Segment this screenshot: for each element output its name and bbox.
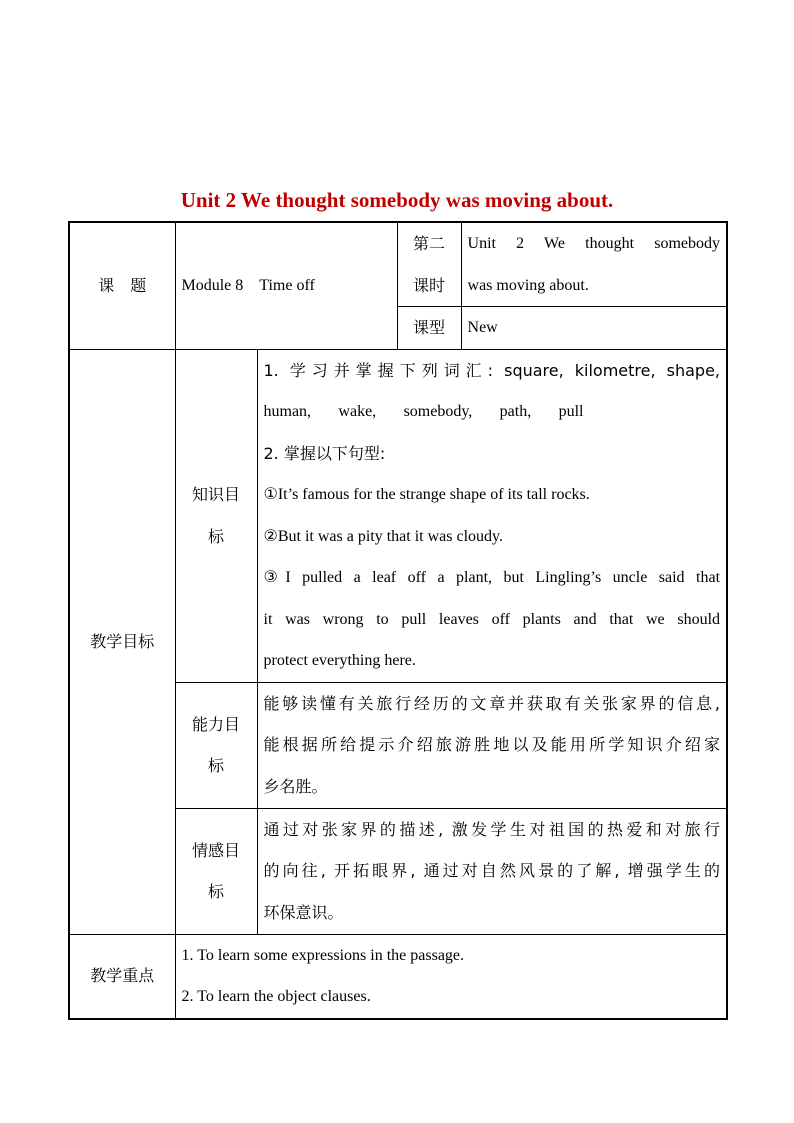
- knowledge-line: ②But it was a pity that it was cloudy.: [263, 527, 503, 545]
- emotion-line: 的向往, 开拓眼界, 通过对自然风景的了解, 增强学生的: [263, 861, 721, 881]
- knowledge-line: ③I pulled a leaf off a plant, but Lingling’s uncle said that: [263, 569, 721, 586]
- knowledge-line: ①It’s famous for the strange shape of its tall rocks.: [263, 486, 590, 503]
- ability-line: 乡名胜。: [263, 776, 328, 796]
- topic-label: 课 题: [69, 222, 175, 349]
- type-value: New: [461, 307, 727, 350]
- knowledge-content: [257, 349, 727, 682]
- key-point-line: 2. To learn the object clauses.: [181, 988, 371, 1005]
- unit-title-line-2: was moving about.: [467, 276, 589, 294]
- knowledge-line: 2. 掌握以下句型:: [263, 443, 386, 463]
- ability-label: 能力目 标: [175, 682, 257, 808]
- knowledge-row: [69, 349, 727, 682]
- key-points-label: 教学重点: [69, 934, 175, 1019]
- unit-title-line-1: Unit 2 We thought somebody: [467, 235, 721, 252]
- knowledge-line: 1. 学习并掌握下列词汇: square, kilometre, shape,: [263, 360, 721, 380]
- knowledge-line: protect everything here.: [263, 652, 416, 669]
- objectives-label: 教学目标: [69, 349, 175, 934]
- header-row: [69, 222, 727, 307]
- unit-title-cell: [461, 222, 727, 307]
- key-points-row: [69, 934, 727, 1019]
- emotion-line: 通过对张家界的描述, 激发学生对祖国的热爱和对旅行: [263, 819, 721, 839]
- ability-line: 能够读懂有关旅行经历的文章并获取有关张家界的信息,: [263, 693, 721, 713]
- emotion-line: 环保意识。: [263, 902, 344, 922]
- document-title: Unit 2 We thought somebody was moving about.: [180, 188, 614, 212]
- ability-content: [257, 682, 727, 808]
- key-points-content: [175, 934, 727, 1019]
- ability-line: 能根据所给提示介绍旅游胜地以及能用所学知识介绍家: [263, 735, 721, 755]
- knowledge-label: 知识目 标: [175, 349, 257, 682]
- key-point-line: 1. To learn some expressions in the passage.: [181, 946, 465, 964]
- module-name: Module 8 Time off: [175, 222, 397, 349]
- type-label: 课型: [397, 307, 461, 350]
- emotion-label: 情感目 标: [175, 808, 257, 934]
- lesson-plan-table: [68, 221, 728, 1020]
- period-label: 第二 课时: [397, 222, 461, 307]
- knowledge-line: human, wake, somebody, path, pull: [263, 403, 584, 420]
- knowledge-line: it was wrong to pull leaves off plants and that we should: [263, 610, 721, 628]
- emotion-content: [257, 808, 727, 934]
